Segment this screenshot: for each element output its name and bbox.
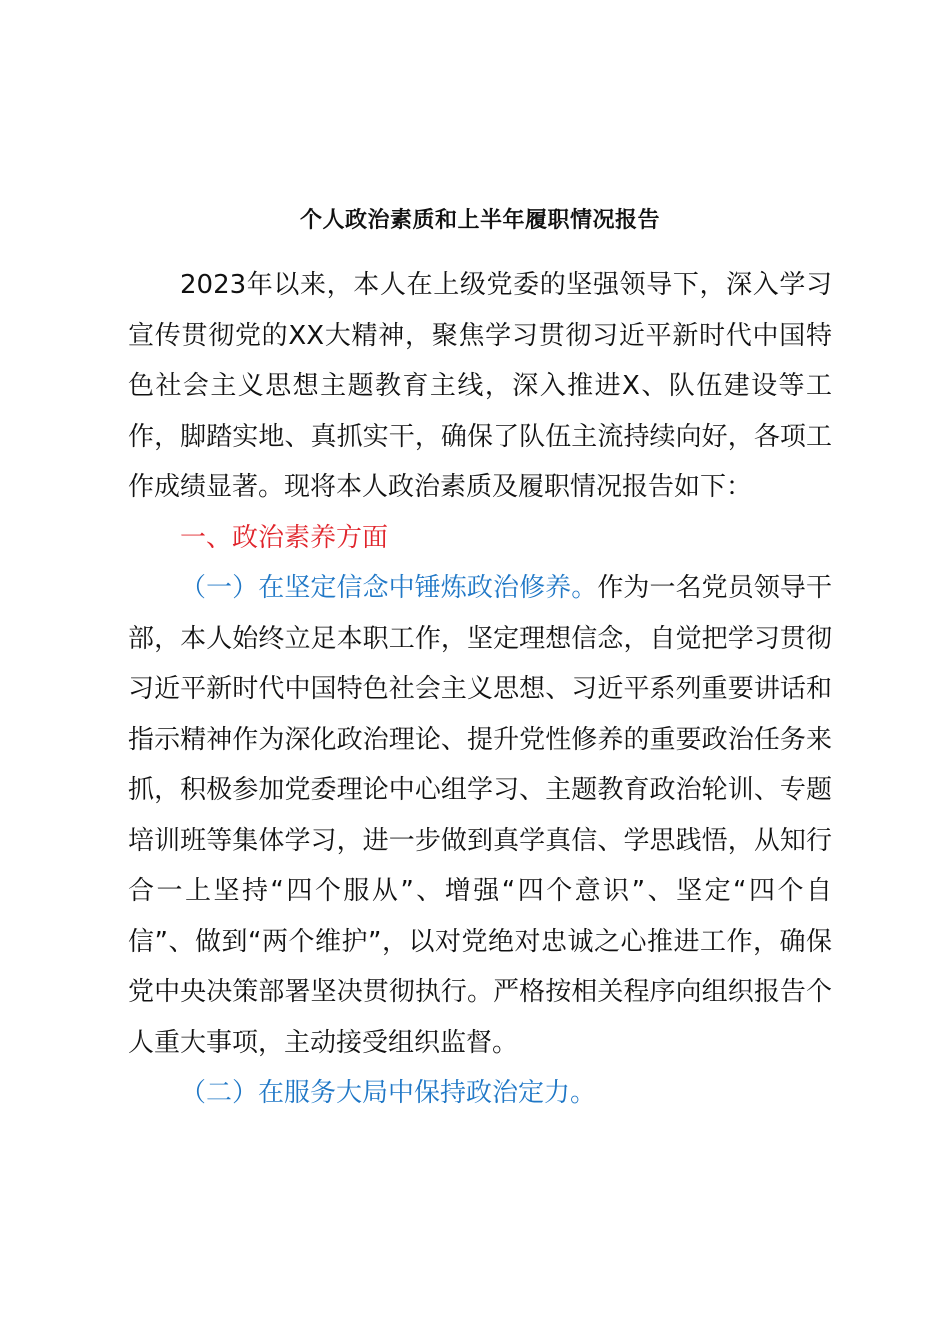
section-heading-political-literacy: 一、政治素养方面 (180, 522, 389, 553)
subsection-1-paragraph (128, 563, 832, 1068)
subsection-1-heading: （一）在坚定信念中锤炼政治修养。 (180, 573, 598, 603)
subsection-1-body: 作为一名党员领导干部，本人始终立足本职工作，坚定理想信念，自觉把学习贯彻习近平新时代中国特色社会主义思想、习近平系列重要讲话和指示精神作为深化政治理论、提升党性修养的重要政治任务来抓，积极参加党委理论中心组学习、主题教育政治轮训、专题培训班等集体学习，进一步做到真学真信、学思践悟，从知行合一上坚持“四个服从”、增强“四个意识”、坚定“四个自信”、做到“两个维护”，以对党绝对忠诚之心推进工作，确保党中央决策部署坚决贯彻执行。严格按相关程序向组织报告个人重大事项，主动接受组织监督。 (128, 573, 832, 1058)
document-title: 个人政治素质和上半年履职情况报告 (299, 208, 660, 233)
document-page (128, 196, 832, 1119)
subsection-2-heading: （二）在服务大局中保持政治定力。 (180, 1078, 597, 1108)
intro-paragraph: 2023年以来，本人在上级党委的坚强领导下，深入学习宣传贯彻党的XX大精神，聚焦学习贯彻习近平新时代中国特色社会主义思想主题教育主线，深入推进X、队伍建设等工作，脚踏实地、真抓实干，确保了队伍主流持续向好，各项工作成绩显著。现将本人政治素质及履职情况报告如下： (128, 270, 832, 502)
